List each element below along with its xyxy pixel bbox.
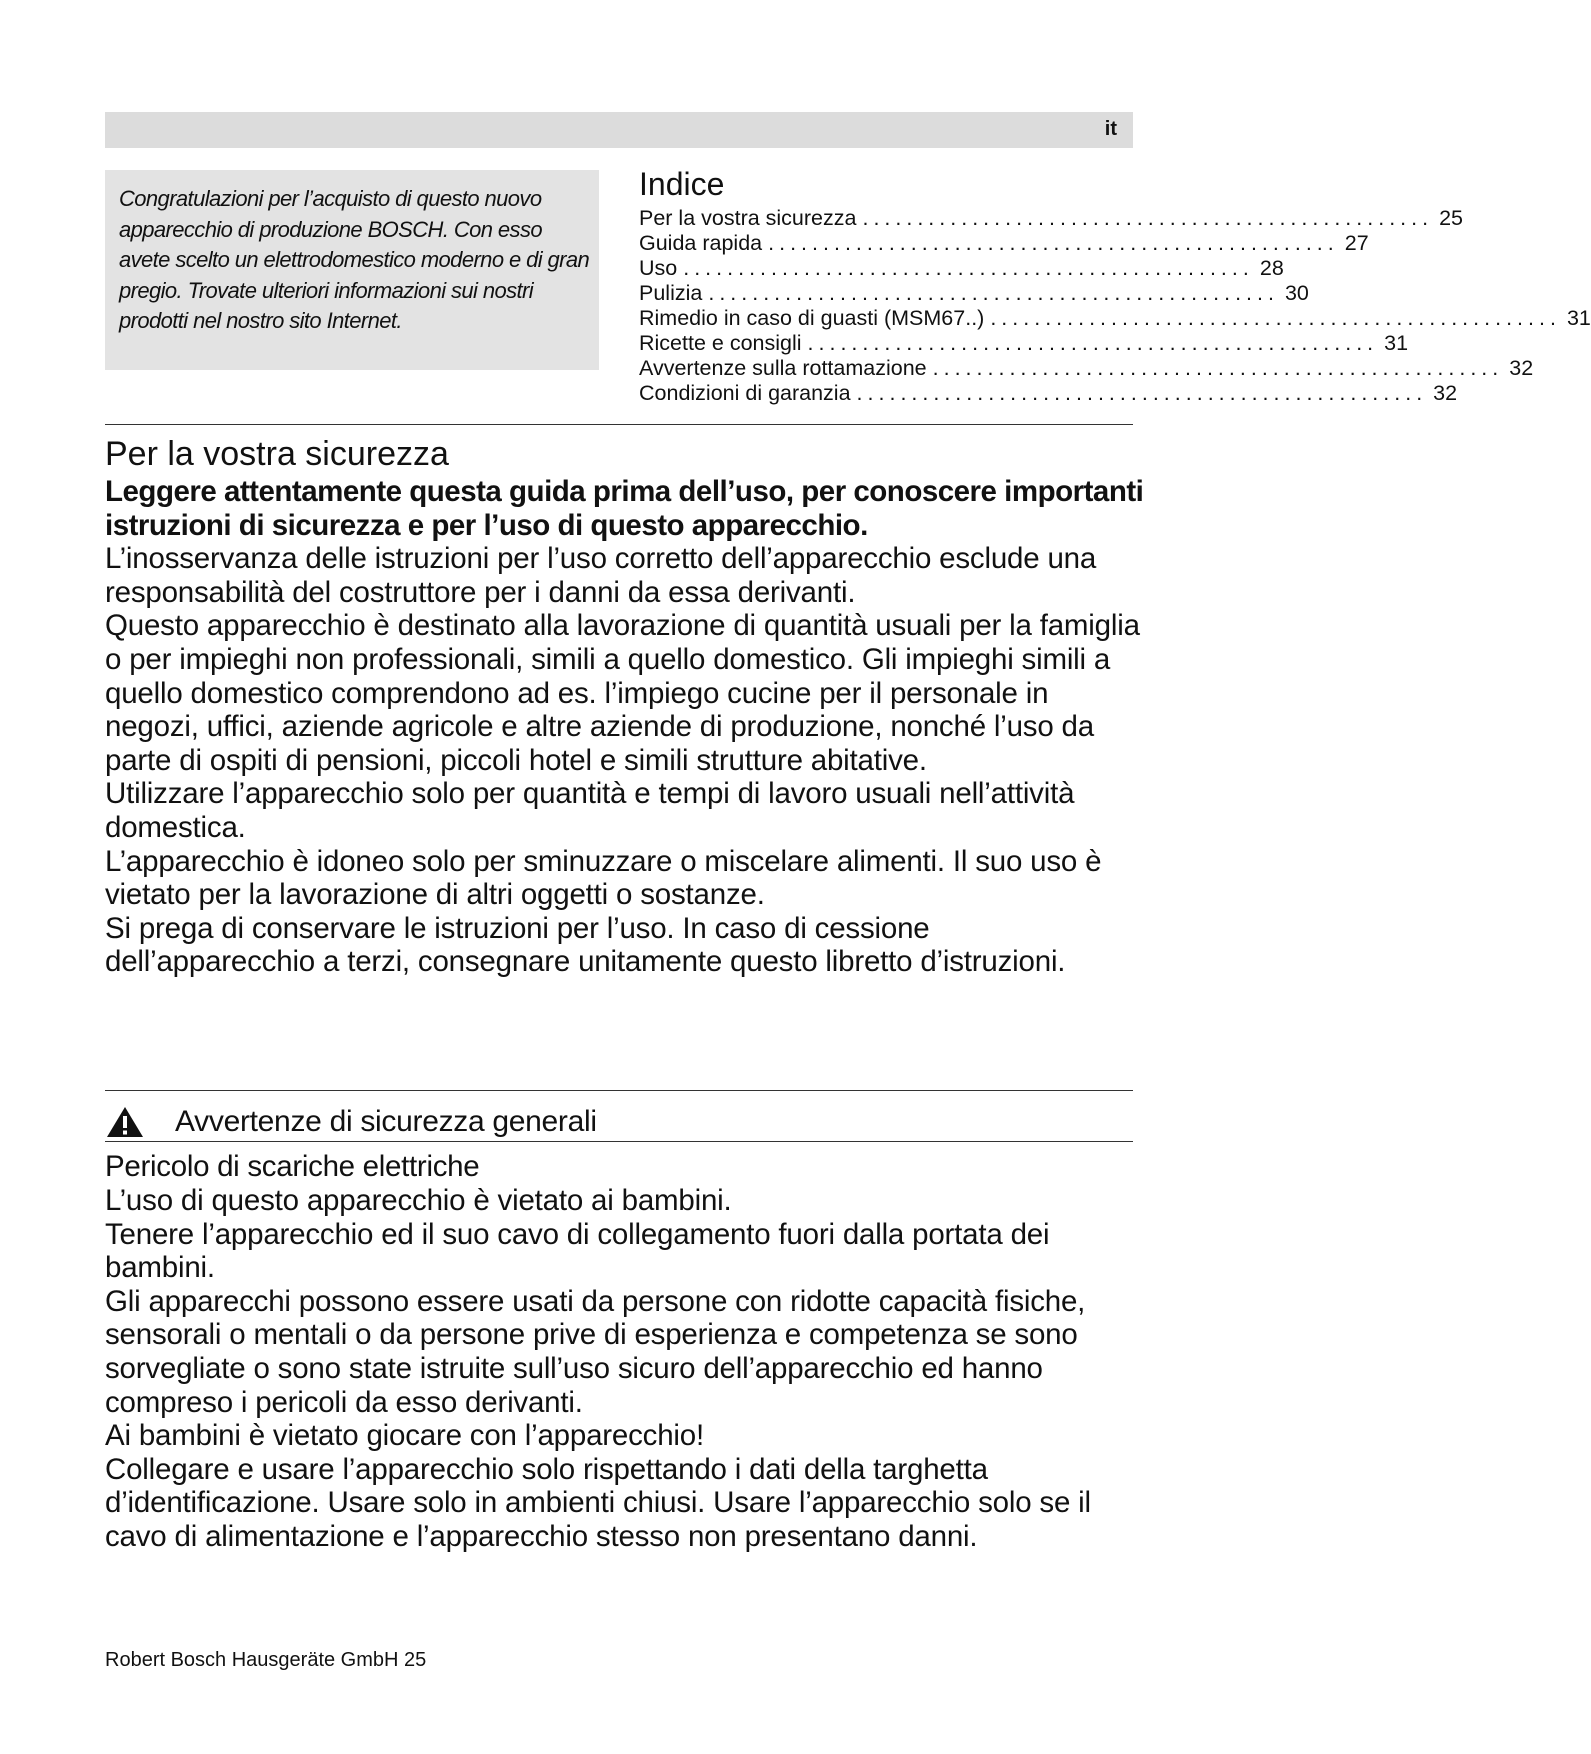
toc-item-page: 30 bbox=[1284, 281, 1309, 305]
toc-item: Pulizia .................................................... 30 bbox=[639, 281, 1309, 305]
section-divider bbox=[105, 1090, 1133, 1091]
toc-item-page: 31 bbox=[1384, 331, 1409, 355]
toc-title: Indice bbox=[639, 166, 725, 202]
warnings-header bbox=[105, 1102, 597, 1142]
section-title: Per la vostra sicurezza bbox=[105, 435, 449, 473]
toc-item-page: 32 bbox=[1509, 356, 1534, 380]
safety-paragraph: Si prega di conservare le istruzioni per l’uso. In caso di cessione dell’apparecchio a terzi, consegnare unitamente questo libretto d’istruzioni. bbox=[105, 911, 1066, 979]
safety-lead: Leggere attentamente questa guida prima dell’uso, per conoscere importanti istruzioni di sicurezza e per l’uso di questo apparecchio. bbox=[105, 475, 1144, 542]
safety-paragraph: L’apparecchio è idoneo solo per sminuzzare o miscelare alimenti. Il suo uso è vietato per la lavorazione di altri oggetti o sostanze. bbox=[105, 844, 1102, 912]
toc-item-page: 25 bbox=[1439, 206, 1464, 230]
warnings-paragraph: Collegare e usare l’apparecchio solo rispettando i dati della targhetta d’identificazione. Usare solo in ambienti chiusi. Usare l’apparecchio solo se il cavo di alimentazione e l’apparecchio stesso non presentano danni. bbox=[105, 1452, 1091, 1553]
toc-item-label: Ricette e consigli bbox=[639, 331, 802, 355]
warnings-subtitle: Pericolo di scariche elettriche bbox=[105, 1150, 480, 1183]
intro-box bbox=[105, 170, 599, 370]
warnings-paragraph: Gli apparecchi possono essere usati da persone con ridotte capacità fisiche, sensorali o mentali o da persone prive di esperienza e competenza se sono sorvegliate o sono state istruite sull’uso sicuro dell’apparecchio ed hanno compreso i pericoli da esso derivanti. bbox=[105, 1284, 1086, 1419]
toc-item: Uso .................................................... 28 bbox=[639, 256, 1284, 280]
toc-item: Rimedio in caso di guasti (MSM67..) .................................................... 31 bbox=[639, 306, 1591, 330]
section-divider bbox=[105, 424, 1133, 425]
intro-text: Congratulazioni per l’acquisto di questo nuovo apparecchio di produzione BOSCH. Con esso avete scelto un elettrodomestico moderno e di gran pregio. Trovate ulteriori informazioni sui nostri prodotti nel nostro sito Internet. bbox=[119, 186, 590, 333]
warnings-title: Avvertenze di sicurezza generali bbox=[175, 1105, 597, 1138]
toc-item-label: Condizioni di garanzia bbox=[639, 381, 851, 405]
section-divider bbox=[105, 1141, 1133, 1142]
toc-item-label: Per la vostra sicurezza bbox=[639, 206, 857, 230]
warnings-paragraph: Ai bambini è vietato giocare con l’apparecchio! bbox=[105, 1419, 704, 1453]
table-of-contents bbox=[639, 164, 1591, 406]
warnings-paragraph: Tenere l’apparecchio ed il suo cavo di collegamento fuori dalla portata dei bambini. bbox=[105, 1217, 1050, 1285]
toc-item: Per la vostra sicurezza .................................................... 25 bbox=[639, 206, 1464, 230]
language-code: it bbox=[1104, 118, 1117, 140]
toc-item-label: Rimedio in caso di guasti (MSM67..) bbox=[639, 306, 985, 330]
safety-paragraph: Utilizzare l’apparecchio solo per quantità e tempi di lavoro usuali nell’attività domestica. bbox=[105, 777, 1075, 844]
toc-item-label: Avvertenze sulla rottamazione bbox=[639, 356, 927, 380]
warning-triangle-icon bbox=[105, 1105, 145, 1139]
warnings-body bbox=[105, 1184, 1145, 1554]
toc-item-page: 32 bbox=[1433, 381, 1458, 405]
toc-item: Condizioni di garanzia .................................................... 32 bbox=[639, 381, 1458, 405]
toc-item-label: Pulizia bbox=[639, 281, 703, 305]
language-bar bbox=[105, 112, 1133, 148]
toc-item: Ricette e consigli .................................................... 31 bbox=[639, 331, 1409, 355]
toc-item: Guida rapida .................................................... 27 bbox=[639, 231, 1369, 255]
toc-item-label: Uso bbox=[639, 256, 678, 280]
safety-paragraph: Questo apparecchio è destinato alla lavorazione di quantità usuali per la famiglia o per impieghi non professionali, simili a quello domestico. Gli impieghi simili a quello domestico comprendono ad es. l’impiego cucine per il personale in negozi, uffici, aziende agricole e altre aziende di produzione, nonché l’uso da parte di ospiti di pensioni, piccoli hotel e simili strutture abitative. bbox=[105, 609, 1140, 777]
warnings-paragraph: L’uso di questo apparecchio è vietato ai bambini. bbox=[105, 1184, 732, 1217]
toc-item: Avvertenze sulla rottamazione .................................................... 32 bbox=[639, 356, 1534, 380]
toc-list bbox=[639, 206, 1591, 406]
toc-item-page: 27 bbox=[1344, 231, 1369, 255]
toc-item-page: 31 bbox=[1566, 306, 1591, 330]
page-footer: Robert Bosch Hausgeräte GmbH 25 bbox=[105, 1649, 427, 1671]
safety-paragraph: L’inosservanza delle istruzioni per l’uso corretto dell’apparecchio esclude una responsabilità del costruttore per i danni da essa derivanti. bbox=[105, 542, 1097, 609]
toc-item-label: Guida rapida bbox=[639, 231, 763, 255]
safety-body bbox=[105, 475, 1145, 979]
toc-item-page: 28 bbox=[1259, 256, 1284, 280]
